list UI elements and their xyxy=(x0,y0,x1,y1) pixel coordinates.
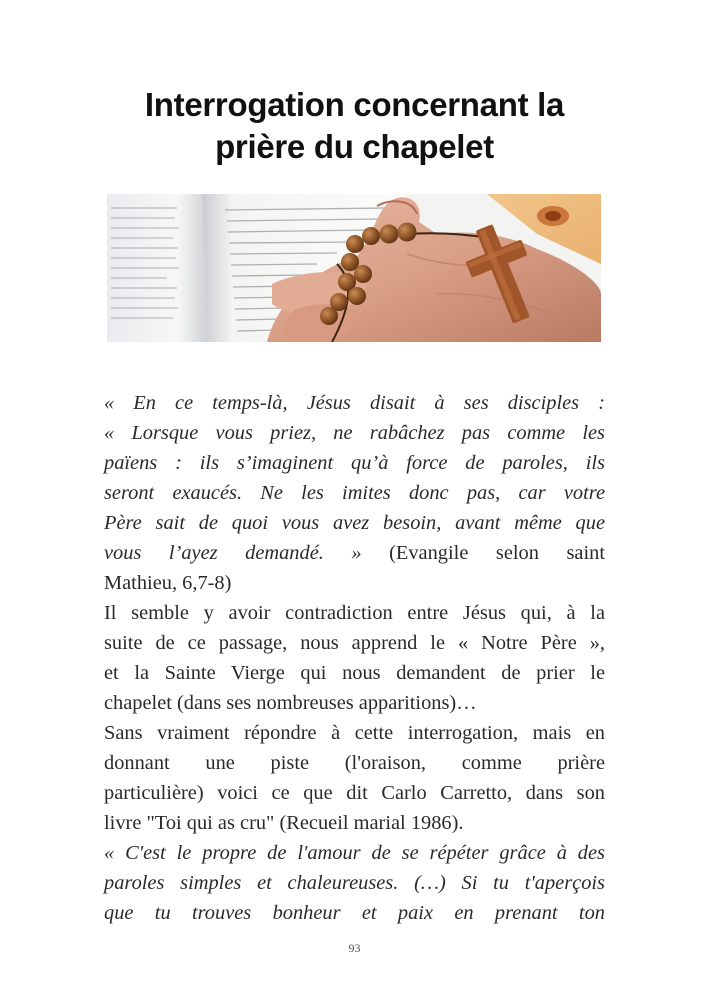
text-line: païens : ils s’imaginent qu’à force de paroles, ils xyxy=(104,452,605,474)
title-line-2: prière du chapelet xyxy=(215,128,494,165)
text-line: livre "Toi qui as cru" (Recueil marial 1986). xyxy=(104,812,464,834)
text-line: vous l’ayez demandé. » (Evangile selon saint xyxy=(104,542,605,564)
text-line: « En ce temps-là, Jésus disait à ses disciples : xyxy=(104,392,605,414)
text-line: Mathieu, 6,7-8) xyxy=(104,572,232,594)
text-line: que tu trouves bonheur et paix en prenant ton xyxy=(104,902,605,924)
text-line: Il semble y avoir contradiction entre Jésus qui, à la xyxy=(104,602,605,624)
text-line: et la Sainte Vierge qui nous demandent de prier le xyxy=(104,662,605,684)
rosary-photo xyxy=(107,194,601,342)
text-line: « Lorsque vous priez, ne rabâchez pas comme les xyxy=(104,422,605,444)
page-title xyxy=(60,84,649,168)
text-line: Père sait de quoi vous avez besoin, avant même que xyxy=(104,512,605,534)
text-line: Sans vraiment répondre à cette interrogation, mais en xyxy=(104,722,605,744)
page-number: 93 xyxy=(348,941,361,955)
text-line: suite de ce passage, nous apprend le « Notre Père », xyxy=(104,632,605,654)
title-line-1: Interrogation concernant la xyxy=(144,86,565,123)
text-line: « C'est le propre de l'amour de se répéter grâce à des xyxy=(104,842,605,864)
text-line: particulière) voici ce que dit Carlo Carretto, dans son xyxy=(104,782,605,804)
text-line: paroles simples et chaleureuses. (…) Si tu t'aperçois xyxy=(104,872,605,894)
text-line: donnant une piste (l'oraison, comme prière xyxy=(104,752,605,774)
body-text xyxy=(104,388,605,928)
text-line: chapelet (dans ses nombreuses apparitions)… xyxy=(104,692,477,714)
text-line: seront exaucés. Ne les imites donc pas, car votre xyxy=(104,482,605,504)
